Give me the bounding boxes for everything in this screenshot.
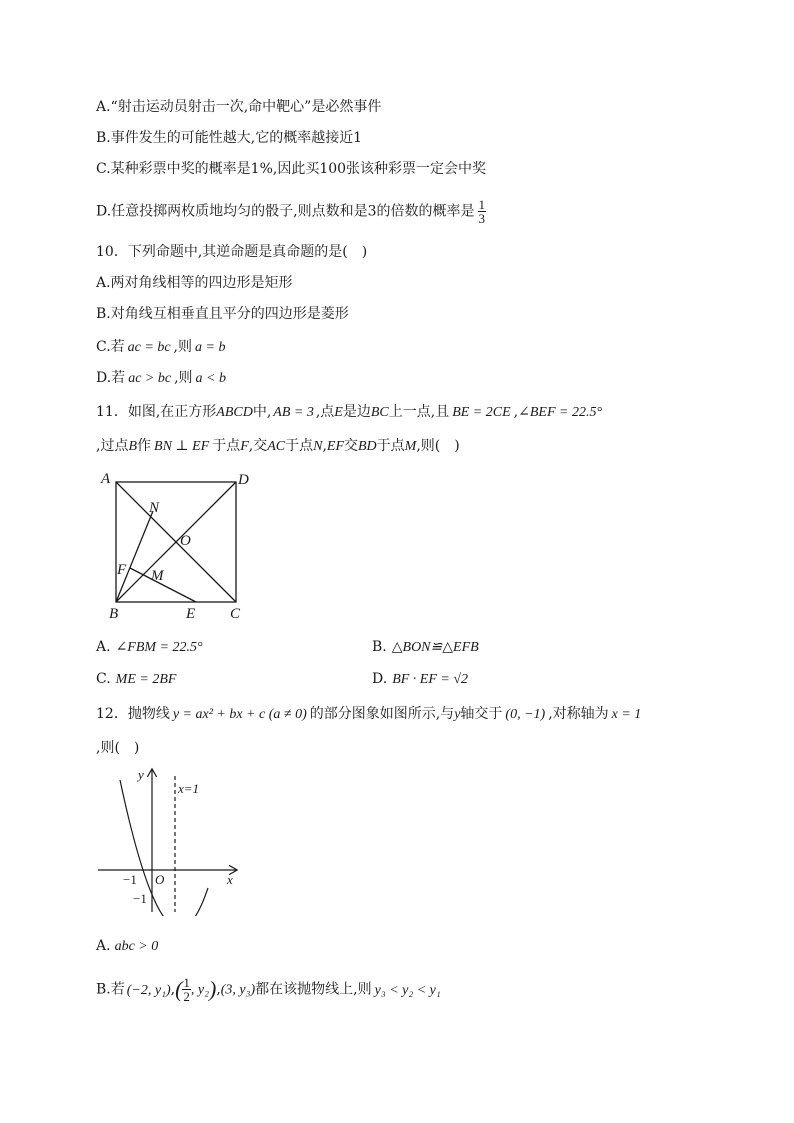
q10-option-d-conclusion: a < b: [195, 371, 226, 386]
math: BN ⊥ EF: [154, 439, 210, 454]
label-e: E: [186, 606, 196, 622]
math: ∠BEF = 22.5°: [518, 405, 603, 420]
label-m: M: [151, 568, 164, 584]
symmetry-axis-label: x=1: [178, 781, 200, 796]
q11-option-d: [372, 669, 468, 690]
text: 11．如图,在正方形: [96, 404, 217, 420]
q11-option-b: [372, 637, 479, 658]
text: 交: [344, 438, 358, 454]
text: 上一点,且: [388, 404, 450, 420]
q9-option-b: B.事件发生的可能性越大,它的概率越接近1: [96, 130, 363, 146]
q12-option-a: [96, 936, 158, 957]
math: AC: [267, 439, 286, 454]
text: 轴交于: [460, 706, 503, 722]
math: (3, y₃): [220, 982, 256, 998]
q10-option-c: [96, 337, 225, 358]
x-axis-label: x: [227, 872, 233, 887]
q10-option-b: B.对角线互相垂直且平分的四边形是菱形: [96, 306, 349, 322]
q12-option-b: [96, 976, 441, 1003]
label-b: B: [109, 606, 119, 622]
fraction-denominator: 3: [478, 211, 486, 226]
math: BE = 2CE: [452, 405, 511, 420]
fraction-denominator: 2: [183, 989, 190, 1004]
option-math: abc > 0: [114, 939, 159, 954]
text: ,点: [315, 404, 335, 420]
math: (−2, y₁): [126, 982, 171, 998]
math: x = 1: [611, 707, 642, 722]
q11-option-c: [96, 669, 176, 690]
q9-option-d-text: D.任意投掷两枚质地均匀的骰子,则点数和是3的倍数的概率是: [96, 203, 475, 220]
math: B: [128, 439, 138, 454]
q10-option-c-condition: ac = bc: [127, 340, 171, 355]
math: , y₂: [190, 982, 209, 998]
q11-stem-line-1: [96, 402, 602, 423]
math: y₃ < y₂ < y₁: [374, 982, 441, 998]
option-math: BF · EF = √2: [392, 672, 469, 687]
text: 于点: [212, 438, 241, 454]
fraction-half: [182, 976, 191, 1003]
label-o: O: [180, 533, 191, 549]
y-axis-label: y: [138, 767, 144, 782]
option-label: D.: [372, 671, 388, 687]
q10-option-d-condition: ac > bc: [128, 371, 172, 386]
q12-stem-line-1: [96, 704, 641, 725]
close-paren: ): [208, 976, 217, 1002]
text: 于点: [376, 438, 405, 454]
y-intercept-label: −1: [133, 891, 147, 906]
text: 中,: [252, 404, 272, 420]
option-label: B.: [372, 639, 387, 655]
text: ,交: [248, 438, 268, 454]
option-math: ME = 2BF: [115, 672, 177, 687]
math: y = ax² + bx + c (a ≠ 0): [172, 707, 307, 722]
q11-option-a: [96, 637, 203, 658]
math: E: [334, 405, 343, 420]
math: M: [404, 439, 417, 454]
q9-option-a: A.“射击运动员射击一次,命中靶心”是必然事件: [96, 99, 382, 115]
label-f: F: [117, 562, 127, 578]
q10-option-c-prefix: C.若: [96, 339, 125, 355]
fraction-numerator: 1: [183, 975, 190, 990]
math: BC: [370, 405, 389, 420]
text: 都在该抛物线上,则: [255, 981, 372, 998]
text: 的部分图象如图所示,与: [309, 706, 455, 722]
fraction-numerator: 1: [478, 197, 486, 212]
q10-option-d-prefix: D.若: [96, 370, 126, 386]
math: N: [313, 439, 323, 454]
math: ABCD: [216, 405, 253, 420]
text: ,对称轴为: [548, 706, 609, 722]
text: 作: [137, 438, 152, 454]
text: ,: [322, 438, 327, 454]
text: 是边: [342, 404, 371, 420]
q12-stem-line-2: ,则( ): [96, 740, 140, 756]
math: EF: [326, 439, 344, 454]
q10-stem: 10．下列命题中,其逆命题是真命题的是( ): [96, 244, 368, 260]
q10-option-d-mid: ,则: [174, 370, 193, 386]
q12-parabola-figure: [96, 766, 246, 916]
option-label: A.: [96, 938, 111, 954]
text: ,则( ): [416, 438, 460, 454]
q10-option-d: [96, 368, 226, 389]
q11-square-figure: [96, 468, 266, 628]
q9-option-d-fraction: [478, 198, 487, 225]
math: F: [240, 439, 249, 454]
math: y: [454, 707, 461, 722]
origin-label: O: [155, 872, 165, 887]
q10-option-a: A.两对角线相等的四边形是矩形: [96, 275, 293, 291]
option-math: △BON≌△EFB: [391, 640, 479, 655]
label-a: A: [101, 471, 111, 487]
text: 12．抛物线: [96, 706, 170, 722]
text: B.若: [96, 981, 125, 998]
option-label: C.: [96, 671, 111, 687]
label-d: D: [238, 472, 249, 488]
open-paren: (: [175, 976, 183, 1002]
q9-option-d: [96, 198, 486, 225]
option-math: ∠FBM = 22.5°: [115, 640, 203, 655]
text: ,过点: [96, 438, 129, 454]
text: 于点: [285, 438, 314, 454]
q10-option-c-mid: ,则: [173, 339, 192, 355]
option-label: A.: [96, 639, 111, 655]
math: BD: [358, 439, 377, 454]
segment-bn: [116, 511, 153, 602]
x-intercept-label: −1: [123, 872, 137, 887]
label-n: N: [149, 500, 160, 516]
q9-option-c: C.某种彩票中奖的概率是1%,因此买100张该种彩票一定会中奖: [96, 161, 487, 177]
text: ,: [170, 981, 176, 998]
text: ,: [513, 404, 519, 420]
text: ,: [216, 981, 221, 998]
label-c: C: [230, 606, 241, 622]
math: (0, −1): [505, 707, 546, 722]
q11-stem-line-2: [96, 436, 460, 457]
math: AB = 3: [273, 405, 314, 420]
q10-option-c-conclusion: a = b: [195, 340, 226, 355]
